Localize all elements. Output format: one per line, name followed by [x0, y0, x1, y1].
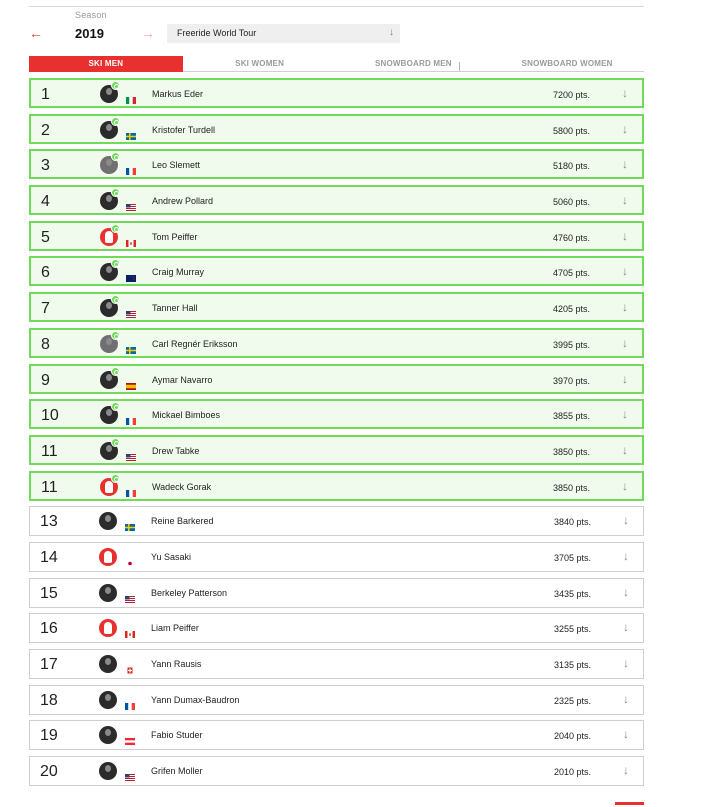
athlete-name: Fabio Studer [151, 730, 203, 741]
athlete-name: Yann Dumax-Baudron [151, 694, 240, 705]
ranking-row[interactable] [29, 578, 644, 608]
athlete-avatar [99, 512, 117, 530]
expand-arrow-icon[interactable]: ↓ [622, 335, 628, 350]
ranking-row[interactable] [29, 328, 644, 358]
rank-number: 1 [41, 86, 50, 103]
expand-arrow-icon[interactable]: ↓ [622, 407, 628, 422]
athlete-name: Grifen Moller [151, 766, 203, 777]
ranking-row[interactable] [29, 542, 644, 572]
bottom-accent-bar [615, 802, 644, 805]
top-divider [29, 6, 644, 7]
athlete-points: 5060 pts. [552, 197, 590, 208]
tab-snowboard-men[interactable]: SNOWBOARD MEN [337, 56, 491, 72]
athlete-name: Craig Murray [152, 267, 205, 278]
athlete-points: 3850 pts. [552, 482, 590, 493]
athlete-avatar [99, 691, 117, 709]
athlete-points: 3705 pts. [553, 552, 591, 563]
qualified-badge-icon [111, 331, 120, 340]
qualified-badge-icon [111, 438, 120, 447]
expand-arrow-icon[interactable]: ↓ [623, 656, 629, 670]
rank-number: 2 [41, 121, 50, 139]
athlete-name: Carl Regnér Eriksson [152, 338, 238, 349]
rank-number: 19 [40, 727, 58, 745]
rank-number: 6 [41, 264, 50, 282]
qualified-badge-icon [111, 474, 120, 483]
expand-arrow-icon[interactable]: ↓ [622, 442, 628, 457]
athlete-name: Mickael Bimboes [152, 410, 221, 421]
athlete-name: Aymar Navarro [152, 374, 213, 385]
country-flag-icon [126, 198, 136, 205]
athlete-points: 4205 pts. [552, 304, 590, 315]
ranking-row[interactable] [29, 471, 644, 501]
qualified-badge-icon [111, 188, 120, 197]
athlete-avatar [99, 548, 117, 566]
athlete-points: 3135 pts. [553, 660, 591, 670]
season-label: Season [75, 10, 107, 20]
athlete-points: 3850 pts. [552, 446, 590, 457]
ranking-row[interactable] [29, 78, 644, 108]
country-flag-icon [126, 127, 136, 134]
rank-number: 16 [40, 620, 58, 638]
country-flag-icon [126, 305, 136, 312]
athlete-points: 2040 pts. [553, 731, 591, 742]
country-flag-icon [125, 518, 135, 525]
ranking-row[interactable] [29, 506, 644, 536]
athlete-name: Yu Sasaki [151, 551, 192, 562]
athlete-points: 5180 pts. [552, 161, 590, 172]
rank-number: 9 [41, 371, 50, 389]
rank-number: 14 [40, 548, 58, 566]
country-flag-icon [126, 377, 136, 384]
athlete-name: Tanner Hall [152, 303, 198, 314]
qualified-badge-icon [111, 367, 120, 376]
country-flag-icon [125, 697, 135, 704]
expand-arrow-icon[interactable]: ↓ [623, 620, 629, 635]
country-flag-icon [125, 661, 135, 668]
qualified-badge-icon [111, 81, 120, 90]
qualified-badge-icon [111, 117, 120, 126]
qualified-badge-icon [111, 402, 120, 411]
rank-number: 17 [40, 656, 58, 673]
tab-ski-men[interactable]: SKI MEN [29, 56, 183, 72]
rank-number: 4 [41, 193, 50, 211]
expand-arrow-icon[interactable]: ↓ [622, 371, 628, 386]
athlete-points: 2325 pts. [553, 695, 591, 706]
athlete-points: 3840 pts. [553, 517, 591, 528]
tour-select-value: Freeride World Tour [177, 28, 257, 38]
ranking-row[interactable] [29, 256, 644, 286]
expand-arrow-icon[interactable]: ↓ [623, 584, 629, 599]
athlete-points: 2010 pts. [553, 767, 591, 778]
rank-number: 8 [41, 335, 50, 353]
country-flag-icon [126, 412, 136, 419]
rank-number: 11 [41, 442, 58, 460]
athlete-name: Berkeley Patterson [151, 587, 228, 598]
athlete-avatar [99, 619, 117, 637]
country-flag-icon [125, 732, 135, 739]
rank-number: 20 [40, 763, 58, 781]
rank-number: 3 [41, 157, 50, 175]
expand-arrow-icon[interactable]: ↓ [622, 478, 628, 493]
ranking-row[interactable] [29, 292, 644, 322]
athlete-name: Markus Eder [152, 89, 204, 99]
athlete-name: Leo Slemett [152, 160, 201, 171]
category-tabs [29, 56, 644, 72]
rankings-list [29, 78, 644, 792]
country-flag-icon [126, 162, 136, 169]
chevron-down-icon: ↓ [389, 27, 394, 38]
ranking-row[interactable] [29, 720, 644, 750]
athlete-points: 3255 pts. [553, 624, 591, 635]
athlete-avatar [99, 726, 117, 744]
ranking-row[interactable] [29, 114, 644, 144]
season-year: 2019 [75, 26, 104, 41]
expand-arrow-icon[interactable]: ↓ [622, 228, 628, 243]
athlete-name: Liam Peiffer [151, 623, 199, 634]
tab-snowboard-women[interactable]: SNOWBOARD WOMEN [490, 56, 644, 72]
expand-arrow-icon[interactable]: ↓ [623, 727, 629, 742]
athlete-points: 5800 pts. [552, 125, 590, 136]
country-flag-icon [126, 234, 136, 241]
country-flag-icon [126, 91, 136, 98]
ranking-row[interactable] [29, 613, 644, 643]
country-flag-icon [126, 341, 136, 348]
qualified-badge-icon [111, 224, 120, 233]
expand-arrow-icon[interactable]: ↓ [622, 86, 628, 100]
country-flag-icon [125, 590, 135, 597]
qualified-badge-icon [111, 259, 120, 268]
athlete-points: 3970 pts. [552, 375, 590, 386]
next-season-arrow-icon[interactable]: → [141, 25, 155, 41]
rank-number: 7 [41, 300, 50, 318]
rank-number: 5 [41, 228, 50, 246]
ranking-row[interactable] [29, 685, 644, 715]
tab-separator [459, 62, 460, 71]
tab-ski-women[interactable]: SKI WOMEN [183, 56, 337, 72]
ranking-row[interactable] [29, 756, 644, 786]
country-flag-icon [126, 269, 136, 276]
expand-arrow-icon[interactable]: ↓ [623, 548, 629, 563]
country-flag-icon [125, 554, 135, 561]
athlete-name: Drew Tabke [152, 445, 200, 456]
country-flag-icon [125, 768, 135, 775]
athlete-points: 4705 pts. [552, 268, 590, 279]
rank-number: 13 [40, 513, 58, 531]
ranking-row[interactable] [29, 649, 644, 679]
tour-select[interactable] [167, 24, 400, 43]
athlete-points: 3995 pts. [552, 339, 590, 350]
rank-number: 18 [40, 691, 58, 709]
athlete-name: Wadeck Gorak [152, 481, 212, 492]
ranking-row[interactable] [29, 149, 644, 179]
rank-number: 11 [41, 478, 58, 496]
athlete-avatar [99, 655, 117, 673]
qualified-badge-icon [111, 295, 120, 304]
athlete-points: 7200 pts. [552, 90, 590, 100]
ranking-row[interactable] [29, 435, 644, 465]
country-flag-icon [126, 484, 136, 491]
country-flag-icon [126, 448, 136, 455]
expand-arrow-icon[interactable]: ↓ [622, 157, 628, 172]
athlete-avatar [99, 584, 117, 602]
athlete-name: Andrew Pollard [152, 196, 214, 207]
expand-arrow-icon[interactable]: ↓ [622, 300, 628, 315]
athlete-name: Yann Rausis [151, 659, 202, 669]
qualified-badge-icon [111, 152, 120, 161]
ranking-row[interactable] [29, 399, 644, 429]
expand-arrow-icon[interactable]: ↓ [623, 691, 629, 706]
ranking-row[interactable] [29, 185, 644, 215]
expand-arrow-icon[interactable]: ↓ [622, 121, 628, 136]
athlete-points: 3435 pts. [553, 588, 591, 599]
athlete-name: Kristofer Turdell [152, 124, 216, 135]
athlete-points: 3855 pts. [552, 411, 590, 422]
ranking-row[interactable] [29, 221, 644, 251]
athlete-name: Reine Barkered [151, 516, 214, 527]
ranking-row[interactable] [29, 364, 644, 394]
expand-arrow-icon[interactable]: ↓ [622, 193, 628, 208]
country-flag-icon [125, 625, 135, 632]
athlete-avatar [99, 762, 117, 780]
rank-number: 10 [41, 407, 59, 425]
expand-arrow-icon[interactable]: ↓ [623, 763, 629, 778]
expand-arrow-icon[interactable]: ↓ [623, 513, 629, 528]
athlete-points: 4760 pts. [552, 232, 590, 243]
prev-season-arrow-icon[interactable]: ← [29, 25, 43, 41]
expand-arrow-icon[interactable]: ↓ [622, 264, 628, 279]
rank-number: 15 [40, 584, 58, 602]
athlete-name: Tom Peiffer [152, 231, 198, 242]
